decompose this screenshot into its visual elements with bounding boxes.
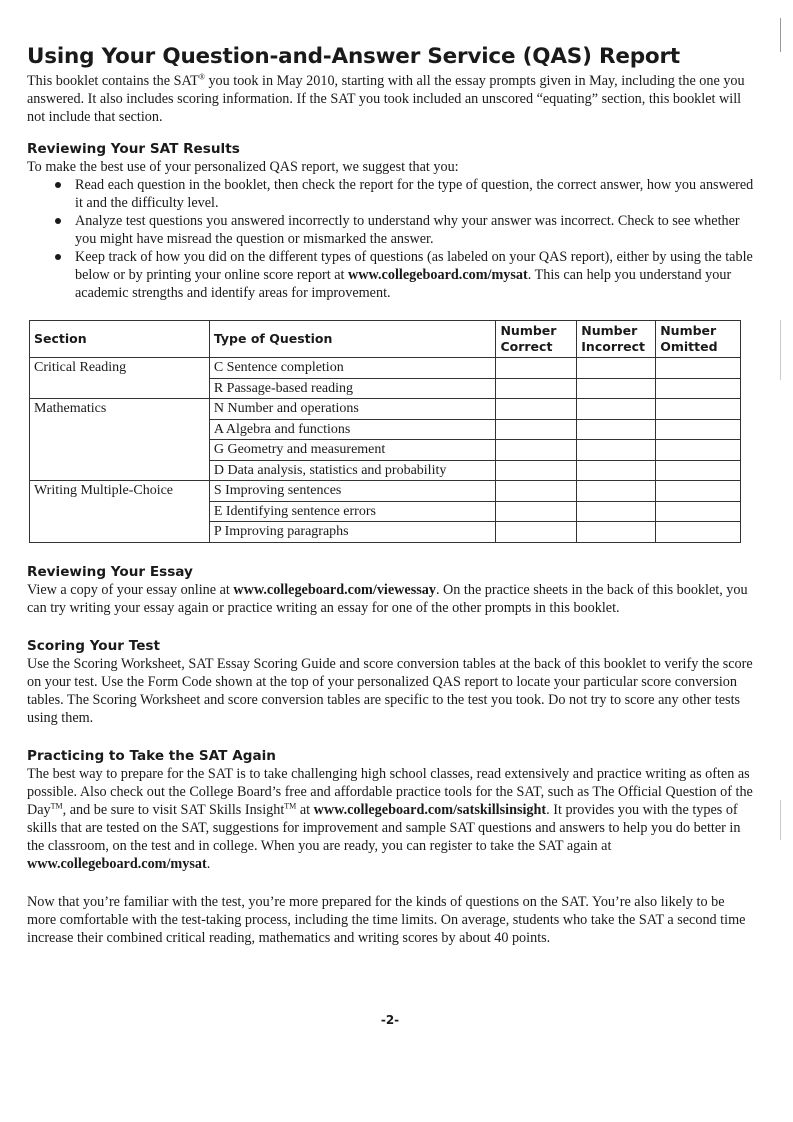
omitted-cell[interactable]	[656, 419, 741, 440]
header-number-correct: Number Correct	[496, 321, 577, 358]
header-section: Section	[30, 321, 210, 358]
reviewing-results-section	[27, 140, 757, 302]
page-content	[27, 44, 757, 947]
type-cell: C Sentence completion	[209, 358, 496, 379]
omitted-cell[interactable]	[656, 378, 741, 399]
scoring-heading: Scoring Your Test	[27, 637, 161, 654]
omitted-cell[interactable]	[656, 358, 741, 379]
omitted-cell[interactable]	[656, 399, 741, 420]
incorrect-cell[interactable]	[577, 460, 656, 481]
type-cell: N Number and operations	[209, 399, 496, 420]
type-cell: D Data analysis, statistics and probability	[209, 460, 496, 481]
omitted-cell[interactable]	[656, 501, 741, 522]
type-cell: P Improving paragraphs	[209, 522, 496, 543]
incorrect-cell[interactable]	[577, 378, 656, 399]
list-item: Keep track of how you did on the different types of questions (as labeled on your QAS report), either by using the table below or by printing your online score report at www.collegeboard.com/mysat. This can help you understand your academic strengths and identify areas for improvement.	[75, 248, 757, 302]
table-row	[30, 481, 741, 502]
omitted-cell[interactable]	[656, 481, 741, 502]
correct-cell[interactable]	[496, 358, 577, 379]
list-item: Analyze test questions you answered incorrectly to understand why your answer was incorrect. Check to see whether you might have misread the question or mismarked the answer.	[75, 212, 757, 248]
suggestion-list	[27, 176, 757, 302]
correct-cell[interactable]	[496, 378, 577, 399]
essay-paragraph: View a copy of your essay online at www.collegeboard.com/viewessay. On the practice sheets in the back of this booklet, you can try writing your essay again or practice writing an essay for one of the other prompts in this booklet.	[27, 581, 748, 616]
section-critical-reading: Critical Reading	[30, 358, 210, 399]
table-header-row	[30, 321, 741, 358]
header-type: Type of Question	[209, 321, 496, 358]
page-number: -2-	[380, 1013, 400, 1027]
correct-cell[interactable]	[496, 460, 577, 481]
trademark-mark: TM	[284, 800, 297, 810]
question-type-table	[29, 320, 741, 543]
scoring-paragraph: Use the Scoring Worksheet, SAT Essay Scoring Guide and score conversion tables at the back of this booklet to verify the score on your test. Use the Form Code shown at the top of your personalized QAS report to locate your particular score conversion tables. The Scoring Worksheet and score conversion tables are specific to the test you took. Do not try to score any other tests using them.	[27, 655, 753, 726]
practicing-paragraph: The best way to prepare for the SAT is to take challenging high school classes, read extensively and practice writing as often as possible. Also check out the College Board’s free and affordable practice tools for the SAT, such as The Official Question of the Day™, and be sure to visit SAT Skills Insight™ at www.collegeboard.com/satskillsinsight. It provides you with the types of skills that are tested on the SAT, suggestions for improvement and sample SAT questions and answers to help you do better in the classroom, on the test and in college. When you are ready, you can register to take the SAT again at www.collegeboard.com/mysat.	[27, 765, 753, 872]
page-title: Using Your Question-and-Answer Service (QAS) Report	[27, 44, 680, 69]
correct-cell[interactable]	[496, 399, 577, 420]
omitted-cell[interactable]	[656, 440, 741, 461]
type-cell: G Geometry and measurement	[209, 440, 496, 461]
omitted-cell[interactable]	[656, 522, 741, 543]
essay-heading: Reviewing Your Essay	[27, 563, 193, 580]
scoring-section	[27, 637, 757, 727]
header-number-incorrect: Number Incorrect	[577, 321, 656, 358]
essay-section	[27, 563, 757, 617]
closing-paragraph: Now that you’re familiar with the test, you’re more prepared for the kinds of questions on the SAT. You’re also likely to be more comfortable with the test-taking process, including the time limits. On average, students who take the SAT a second time increase their combined critical reading, mathematics and writing scores by about 40 points.	[27, 893, 746, 946]
reviewing-results-heading: Reviewing Your SAT Results	[27, 141, 240, 157]
correct-cell[interactable]	[496, 419, 577, 440]
practicing-section	[27, 747, 757, 873]
intro-paragraph: This booklet contains the SAT® you took in May 2010, starting with all the essay prompts given in May, including the one you answered. It also includes scoring information. If the SAT you took included an unscored “equating” section, this booklet will not include that section.	[27, 72, 745, 125]
registered-mark: ®	[198, 72, 205, 82]
viewessay-link[interactable]: www.collegeboard.com/viewessay	[233, 581, 436, 598]
incorrect-cell[interactable]	[577, 358, 656, 379]
incorrect-cell[interactable]	[577, 440, 656, 461]
incorrect-cell[interactable]	[577, 399, 656, 420]
type-cell: R Passage-based reading	[209, 378, 496, 399]
mysat-link[interactable]: www.collegeboard.com/mysat	[348, 267, 528, 283]
correct-cell[interactable]	[496, 481, 577, 502]
type-cell: E Identifying sentence errors	[209, 501, 496, 522]
practicing-heading: Practicing to Take the SAT Again	[27, 747, 276, 764]
correct-cell[interactable]	[496, 522, 577, 543]
incorrect-cell[interactable]	[577, 501, 656, 522]
table-row	[30, 399, 741, 420]
header-number-omitted: Number Omitted	[656, 321, 741, 358]
trademark-mark: TM	[50, 800, 63, 810]
table-row	[30, 358, 741, 379]
incorrect-cell[interactable]	[577, 419, 656, 440]
mysat-link[interactable]: www.collegeboard.com/mysat	[27, 855, 207, 872]
type-cell: A Algebra and functions	[209, 419, 496, 440]
section-mathematics: Mathematics	[30, 399, 210, 481]
skillsinsight-link[interactable]: www.collegeboard.com/satskillsinsight	[313, 801, 547, 818]
correct-cell[interactable]	[496, 440, 577, 461]
correct-cell[interactable]	[496, 501, 577, 522]
type-cell: S Improving sentences	[209, 481, 496, 502]
incorrect-cell[interactable]	[577, 481, 656, 502]
section-writing: Writing Multiple-Choice	[30, 481, 210, 543]
list-item: Read each question in the booklet, then check the report for the type of question, the correct answer, how you answered it and the difficulty level.	[75, 176, 757, 212]
incorrect-cell[interactable]	[577, 522, 656, 543]
omitted-cell[interactable]	[656, 460, 741, 481]
reviewing-results-lead: To make the best use of your personalized QAS report, we suggest that you:	[27, 159, 459, 175]
